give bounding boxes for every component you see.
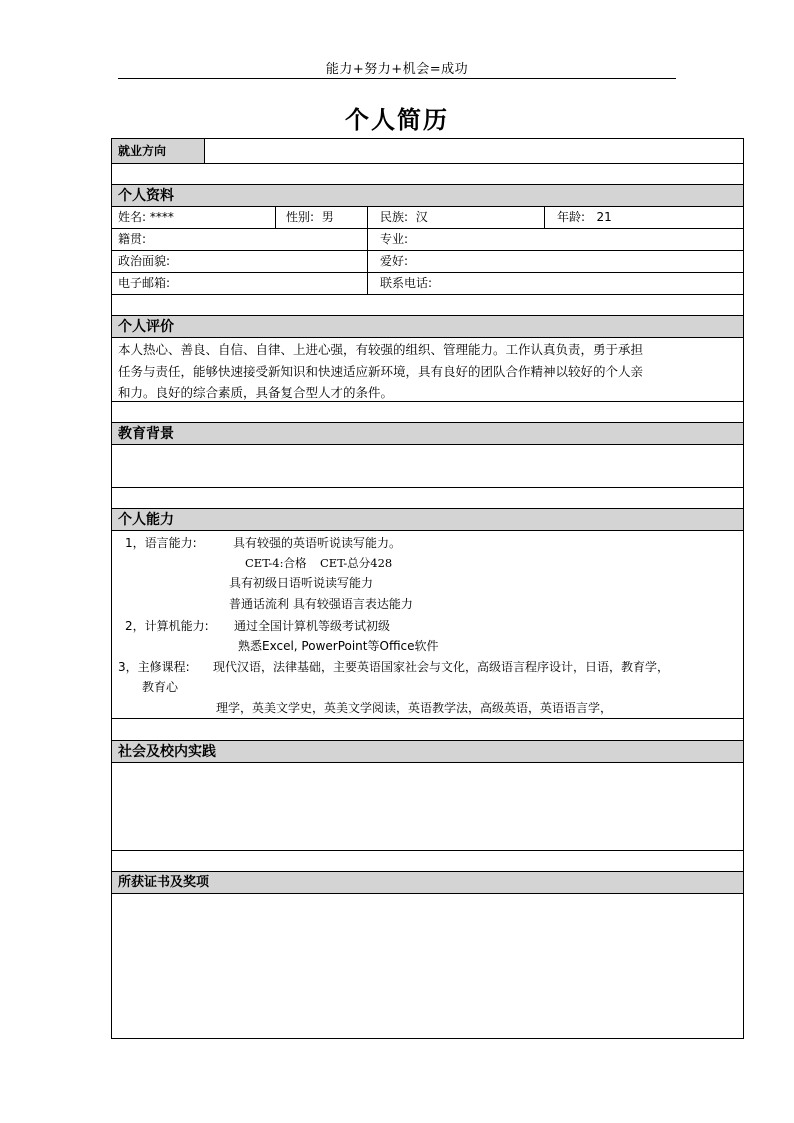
evaluation-line: 本人热心、善良、自信、自律、上进心强，有较强的组织、管理能力。工作认真负责，勇于承担 xyxy=(118,342,644,357)
name-cell xyxy=(112,207,276,228)
courses-label: 3，主修课程: xyxy=(118,660,190,674)
section-personal-title: 个人资料 xyxy=(112,185,743,207)
cet-total-text: CET-总分428 xyxy=(320,556,393,570)
ethnicity-value: 汉 xyxy=(415,210,428,224)
employment-value[interactable] xyxy=(205,139,743,163)
computer-ability-line: 通过全国计算机等级考试初级 xyxy=(234,619,391,633)
page-title: 个人简历 xyxy=(345,105,449,134)
education-content xyxy=(112,445,743,488)
spacer-row xyxy=(112,164,743,185)
employment-row xyxy=(112,139,743,164)
age-label: 年龄: xyxy=(557,210,586,224)
courses-line: 现代汉语，法律基础，主要英语国家社会与文化，高级语言程序设计，日语，教育学， xyxy=(213,660,670,674)
spacer-row xyxy=(112,295,743,316)
language-ability-label: 1，语言能力: xyxy=(125,536,197,550)
ethnicity-label: 民族: xyxy=(380,210,409,224)
courses-line: 教育心 xyxy=(142,680,179,694)
major-label: 专业: xyxy=(380,232,409,246)
spacer-row xyxy=(112,851,743,872)
header-rule xyxy=(118,78,676,79)
header-motto: 能力+努力+机会=成功 xyxy=(325,62,469,77)
personal-row-4 xyxy=(112,273,743,295)
section-education-title: 教育背景 xyxy=(112,423,743,445)
gender-value: 男 xyxy=(321,210,334,224)
mandarin-ability-text: 普通话流利 具有较强语言表达能力 xyxy=(229,597,413,611)
section-awards-title: 所获证书及奖项 xyxy=(112,872,743,894)
name-label: 姓名: xyxy=(118,210,147,224)
computer-ability-label: 2，计算机能力: xyxy=(125,619,209,633)
section-evaluation-title: 个人评价 xyxy=(112,316,743,338)
practice-content xyxy=(112,763,743,851)
ability-content xyxy=(112,531,743,719)
computer-software-line: 熟悉Excel, PowerPoint等Office软件 xyxy=(238,639,439,653)
age-value: 21 xyxy=(596,210,612,224)
phone-label: 联系电话: xyxy=(380,276,433,290)
spacer-row xyxy=(112,488,743,509)
ethnicity-cell xyxy=(368,207,545,228)
personal-row-2 xyxy=(112,229,743,251)
employment-label: 就业方向 xyxy=(112,139,205,163)
spacer-row xyxy=(112,719,743,741)
gender-cell xyxy=(276,207,368,228)
section-practice-title: 社会及校内实践 xyxy=(112,741,743,763)
email-label: 电子邮箱: xyxy=(112,273,368,294)
courses-line: 理学，英美文学史，英美文学阅读，英语教学法，高级英语，英语语言学， xyxy=(216,701,613,715)
name-value: **** xyxy=(149,210,174,224)
hobby-label: 爱好: xyxy=(380,254,409,268)
evaluation-line: 和力。良好的综合素质，具备复合型人才的条件。 xyxy=(118,385,394,400)
language-ability-line: 具有较强的英语听说读写能力。 xyxy=(233,536,402,550)
gender-label: 性别: xyxy=(286,210,315,224)
section-ability-title: 个人能力 xyxy=(112,509,743,531)
age-cell xyxy=(545,207,745,228)
resume-table xyxy=(111,138,744,1039)
japanese-ability-text: 具有初级日语听说读写能力 xyxy=(229,576,374,590)
evaluation-line: 任务与责任，能够快速接受新知识和快速适应新环境，具有良好的团队合作精神以较好的个人亲 xyxy=(118,363,644,379)
political-label: 政治面貌: xyxy=(112,251,368,272)
hometown-label: 籍贯: xyxy=(112,229,368,250)
spacer-row xyxy=(112,402,743,423)
awards-content xyxy=(112,894,743,1038)
personal-row-1 xyxy=(112,207,743,229)
personal-row-3 xyxy=(112,251,743,273)
evaluation-text xyxy=(112,338,743,402)
cet4-text: CET-4:合格 xyxy=(245,556,307,570)
